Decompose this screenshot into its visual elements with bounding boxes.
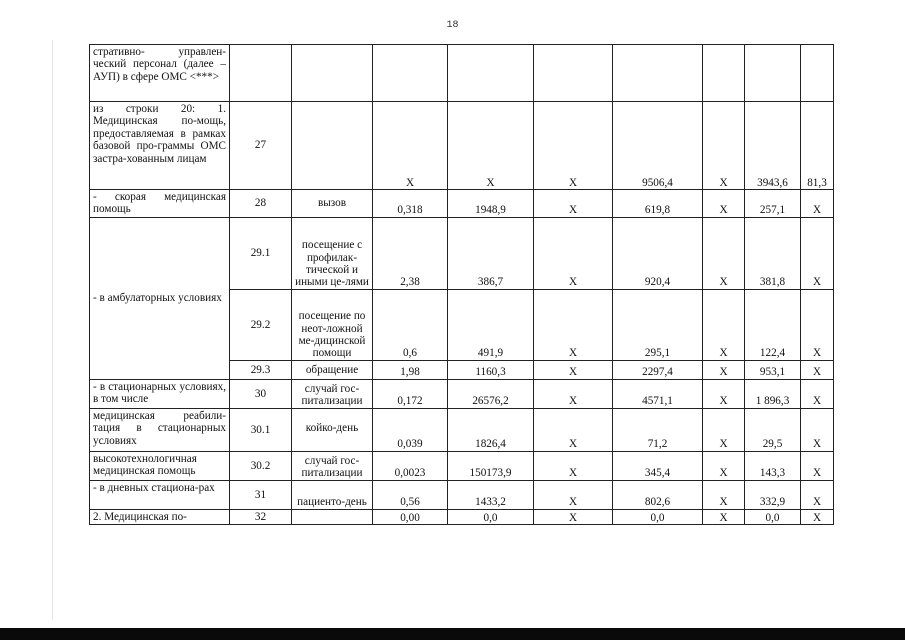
unit-cell: посещение по неот-ложной ме-дицинской помощи [292,289,373,360]
capita-budget-cell: Х [534,360,613,379]
norm-cost-cell [448,45,534,102]
sum-oms-cell: 3943,6 [745,102,801,190]
capita-oms-cell: 295,1 [613,289,703,360]
capita-oms-cell: 4571,1 [613,379,703,408]
line-number: 29.2 [230,289,292,360]
capita-oms-cell [613,45,703,102]
sum-budget-cell: Х [703,451,745,480]
norm-cost-cell: 0,0 [448,509,534,524]
row-name: - в стационарных условиях, в том числе [90,379,230,408]
line-number: 30 [230,379,292,408]
norm-volume-cell: 0,6 [373,289,448,360]
capita-budget-cell: Х [534,379,613,408]
unit-cell: вызов [292,190,373,218]
norm-volume-cell: 0,00 [373,509,448,524]
sum-budget-cell: Х [703,102,745,190]
table-row [90,102,834,190]
capita-budget-cell: Х [534,102,613,190]
sum-oms-cell: 143,3 [745,451,801,480]
sum-oms-cell: 122,4 [745,289,801,360]
unit-cell: пациенто-день [292,480,373,509]
line-number: 30.1 [230,408,292,451]
total-percent-cell: Х [801,379,834,408]
capita-budget-cell: Х [534,451,613,480]
capita-oms-cell: 619,8 [613,190,703,218]
norm-volume-cell: 2,38 [373,217,448,289]
row-name: высокотехнологичная медицинская помощь [90,451,230,480]
norm-cost-cell: 491,9 [448,289,534,360]
sum-budget-cell: Х [703,480,745,509]
sum-budget-cell: Х [703,509,745,524]
norm-volume-cell: 0,172 [373,379,448,408]
unit-cell: случай гос-питализации [292,451,373,480]
line-number: 30.2 [230,451,292,480]
norm-volume-cell: 0,039 [373,408,448,451]
total-percent-cell: Х [801,360,834,379]
norm-volume-cell: 0,318 [373,190,448,218]
row-name: - в дневных стациона-рах [90,480,230,509]
norm-cost-cell: 1826,4 [448,408,534,451]
sum-oms-cell: 332,9 [745,480,801,509]
capita-oms-cell: 71,2 [613,408,703,451]
line-number: 29.3 [230,360,292,379]
capita-oms-cell: 0,0 [613,509,703,524]
data-table [89,44,834,525]
table-row [90,509,834,524]
norm-cost-cell: 26576,2 [448,379,534,408]
row-name: стративно- управлен-ческий персонал (далее – АУП) в сфере ОМС <***> [90,45,230,102]
norm-volume-cell: 0,0023 [373,451,448,480]
capita-budget-cell [534,45,613,102]
total-percent-cell: Х [801,509,834,524]
sum-budget-cell: Х [703,190,745,218]
norm-volume-cell: Х [373,102,448,190]
total-percent-cell: 81,3 [801,102,834,190]
table-row [90,480,834,509]
norm-cost-cell: 1160,3 [448,360,534,379]
sum-oms-cell: 1 896,3 [745,379,801,408]
total-percent-cell: Х [801,289,834,360]
sum-oms-cell: 257,1 [745,190,801,218]
total-percent-cell: Х [801,408,834,451]
row-name: - в амбулаторных условиях [90,217,230,379]
sum-oms-cell [745,45,801,102]
unit-cell [292,45,373,102]
line-number: 27 [230,102,292,190]
row-name: - скорая медицинская помощь [90,190,230,218]
norm-cost-cell: 1433,2 [448,480,534,509]
capita-budget-cell: Х [534,217,613,289]
total-percent-cell: Х [801,480,834,509]
sum-oms-cell: 0,0 [745,509,801,524]
table-row [90,217,834,289]
table-row [90,190,834,218]
line-number: 32 [230,509,292,524]
line-number: 29.1 [230,217,292,289]
unit-cell: случай гос-питализации [292,379,373,408]
norm-volume-cell: 1,98 [373,360,448,379]
total-percent-cell: Х [801,190,834,218]
norm-cost-cell: 1948,9 [448,190,534,218]
unit-cell: обращение [292,360,373,379]
sum-oms-cell: 381,8 [745,217,801,289]
sum-oms-cell: 29,5 [745,408,801,451]
sum-oms-cell: 953,1 [745,360,801,379]
capita-oms-cell: 9506,4 [613,102,703,190]
scan-bottom-edge [0,628,905,640]
sum-budget-cell: Х [703,217,745,289]
table-row [90,408,834,451]
table-row [90,451,834,480]
sum-budget-cell: Х [703,408,745,451]
table-row [90,45,834,102]
row-name: из строки 20: 1. Медицинская по-мощь, предоставляемая в рамках базовой про-граммы ОМС застра-хованным лицам [90,102,230,190]
sum-budget-cell: Х [703,360,745,379]
unit-cell: койко-день [292,408,373,451]
unit-cell [292,509,373,524]
sum-budget-cell: Х [703,289,745,360]
scan-edge-shadow [52,40,53,620]
norm-volume-cell [373,45,448,102]
sum-budget-cell [703,45,745,102]
total-percent-cell [801,45,834,102]
table-row [90,379,834,408]
norm-cost-cell: Х [448,102,534,190]
row-name: медицинская реабили-тация в стационарных условиях [90,408,230,451]
total-percent-cell: Х [801,217,834,289]
capita-oms-cell: 345,4 [613,451,703,480]
norm-volume-cell: 0,56 [373,480,448,509]
sum-budget-cell: Х [703,379,745,408]
capita-budget-cell: Х [534,480,613,509]
line-number: 31 [230,480,292,509]
capita-budget-cell: Х [534,408,613,451]
unit-cell [292,102,373,190]
line-number: 28 [230,190,292,218]
norm-cost-cell: 150173,9 [448,451,534,480]
capita-budget-cell: Х [534,509,613,524]
capita-oms-cell: 802,6 [613,480,703,509]
row-name: 2. Медицинская по- [90,509,230,524]
total-percent-cell: Х [801,451,834,480]
capita-oms-cell: 2297,4 [613,360,703,379]
line-number [230,45,292,102]
norm-cost-cell: 386,7 [448,217,534,289]
page-number: 18 [446,20,459,31]
capita-budget-cell: Х [534,190,613,218]
unit-cell: посещение с профилак-тической и иными це-лями [292,217,373,289]
capita-budget-cell: Х [534,289,613,360]
capita-oms-cell: 920,4 [613,217,703,289]
